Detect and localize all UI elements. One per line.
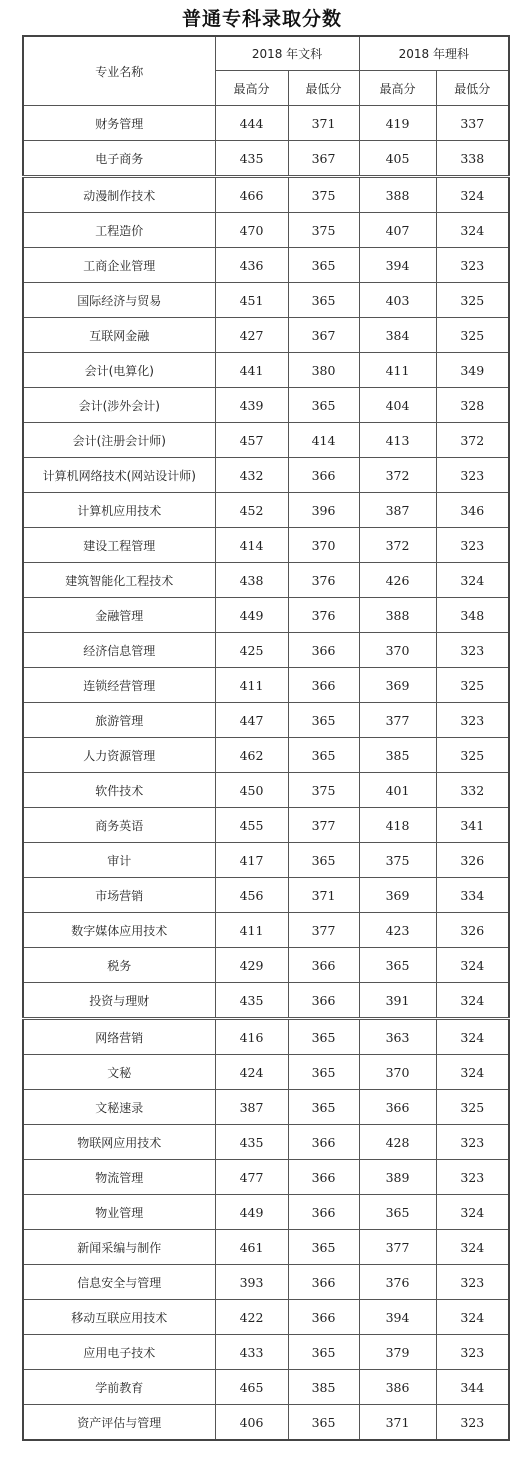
science-min-cell: 326 (436, 843, 509, 878)
major-name-cell: 工程造价 (23, 213, 215, 248)
arts-max-cell: 470 (215, 213, 288, 248)
major-name-cell: 文秘速录 (23, 1090, 215, 1125)
major-name-cell: 会计(电算化) (23, 353, 215, 388)
science-min-cell: 324 (436, 1055, 509, 1090)
science-min-cell: 323 (436, 1335, 509, 1370)
science-min-cell: 332 (436, 773, 509, 808)
table-row (23, 1300, 509, 1335)
science-max-cell: 405 (359, 141, 436, 177)
arts-min-cell: 365 (288, 1335, 359, 1370)
science-min-cell: 324 (436, 983, 509, 1019)
major-name-cell: 文秘 (23, 1055, 215, 1090)
science-max-cell: 370 (359, 1055, 436, 1090)
science-max-cell: 369 (359, 878, 436, 913)
science-max-cell: 365 (359, 948, 436, 983)
science-min-cell: 323 (436, 1160, 509, 1195)
arts-max-cell: 449 (215, 1195, 288, 1230)
science-min-cell: 324 (436, 177, 509, 213)
major-name-cell: 动漫制作技术 (23, 177, 215, 213)
table-group (23, 106, 509, 177)
table-row (23, 703, 509, 738)
science-max-cell: 366 (359, 1090, 436, 1125)
arts-min-cell: 370 (288, 528, 359, 563)
major-name-cell: 建筑智能化工程技术 (23, 563, 215, 598)
science-min-cell: 326 (436, 913, 509, 948)
table-row (23, 563, 509, 598)
major-name-cell: 物联网应用技术 (23, 1125, 215, 1160)
science-max-cell: 377 (359, 703, 436, 738)
table-row (23, 1055, 509, 1090)
science-max-cell: 376 (359, 1265, 436, 1300)
arts-min-cell: 366 (288, 1300, 359, 1335)
science-min-cell: 323 (436, 248, 509, 283)
arts-min-cell: 366 (288, 1125, 359, 1160)
science-min-cell: 325 (436, 318, 509, 353)
arts-max-cell: 411 (215, 668, 288, 703)
science-max-cell: 385 (359, 738, 436, 773)
arts-max-cell: 439 (215, 388, 288, 423)
table-row (23, 668, 509, 703)
science-max-cell: 384 (359, 318, 436, 353)
table-row (23, 1195, 509, 1230)
science-max-cell: 423 (359, 913, 436, 948)
science-max-cell: 403 (359, 283, 436, 318)
arts-max-cell: 457 (215, 423, 288, 458)
arts-max-cell: 417 (215, 843, 288, 878)
arts-max-cell: 450 (215, 773, 288, 808)
science-min-cell: 338 (436, 141, 509, 177)
arts-min-cell: 365 (288, 1055, 359, 1090)
arts-max-cell: 425 (215, 633, 288, 668)
science-min-cell: 324 (436, 1195, 509, 1230)
arts-max-cell: 436 (215, 248, 288, 283)
major-name-cell: 物流管理 (23, 1160, 215, 1195)
major-name-cell: 税务 (23, 948, 215, 983)
table-row (23, 141, 509, 177)
arts-max-cell: 452 (215, 493, 288, 528)
science-max-cell: 363 (359, 1019, 436, 1055)
science-max-cell: 371 (359, 1405, 436, 1441)
major-name-cell: 网络营销 (23, 1019, 215, 1055)
table-row (23, 598, 509, 633)
arts-min-cell: 366 (288, 983, 359, 1019)
major-name-cell: 财务管理 (23, 106, 215, 141)
science-min-cell: 324 (436, 1300, 509, 1335)
arts-min-cell: 371 (288, 106, 359, 141)
arts-max-cell: 466 (215, 177, 288, 213)
major-name-cell: 计算机网络技术(网站设计师) (23, 458, 215, 493)
science-max-cell: 388 (359, 177, 436, 213)
major-name-cell: 国际经济与贸易 (23, 283, 215, 318)
arts-max-cell: 427 (215, 318, 288, 353)
arts-max-cell: 432 (215, 458, 288, 493)
arts-min-cell: 366 (288, 1160, 359, 1195)
table-row (23, 493, 509, 528)
major-name-cell: 建设工程管理 (23, 528, 215, 563)
major-name-cell: 连锁经营管理 (23, 668, 215, 703)
science-min-cell: 372 (436, 423, 509, 458)
arts-max-cell: 455 (215, 808, 288, 843)
table-row (23, 1265, 509, 1300)
major-name-cell: 互联网金融 (23, 318, 215, 353)
science-min-cell: 337 (436, 106, 509, 141)
major-name-cell: 市场营销 (23, 878, 215, 913)
arts-max-cell: 424 (215, 1055, 288, 1090)
science-min-cell: 324 (436, 213, 509, 248)
science-max-cell: 404 (359, 388, 436, 423)
science-min-cell: 334 (436, 878, 509, 913)
arts-max-cell: 461 (215, 1230, 288, 1265)
arts-min-cell: 365 (288, 1405, 359, 1441)
arts-max-cell: 414 (215, 528, 288, 563)
major-name-cell: 工商企业管理 (23, 248, 215, 283)
science-max-cell: 375 (359, 843, 436, 878)
table-row (23, 1125, 509, 1160)
table-row (23, 738, 509, 773)
table-row (23, 458, 509, 493)
arts-max-cell: 433 (215, 1335, 288, 1370)
arts-min-cell: 376 (288, 563, 359, 598)
major-name-cell: 会计(涉外会计) (23, 388, 215, 423)
science-min-cell: 328 (436, 388, 509, 423)
table-row (23, 1335, 509, 1370)
table-row (23, 808, 509, 843)
science-max-cell: 370 (359, 633, 436, 668)
science-min-cell: 324 (436, 948, 509, 983)
major-name-cell: 物业管理 (23, 1195, 215, 1230)
table-row (23, 1370, 509, 1405)
arts-min-cell: 366 (288, 633, 359, 668)
major-name-cell: 软件技术 (23, 773, 215, 808)
header-science-min: 最低分 (436, 71, 509, 106)
table-row (23, 388, 509, 423)
arts-max-cell: 387 (215, 1090, 288, 1125)
arts-min-cell: 377 (288, 808, 359, 843)
header-arts-min: 最低分 (288, 71, 359, 106)
arts-min-cell: 365 (288, 703, 359, 738)
arts-max-cell: 449 (215, 598, 288, 633)
arts-min-cell: 367 (288, 318, 359, 353)
table-row (23, 983, 509, 1019)
science-min-cell: 324 (436, 1230, 509, 1265)
science-max-cell: 372 (359, 458, 436, 493)
table-row (23, 1019, 509, 1055)
science-min-cell: 348 (436, 598, 509, 633)
major-name-cell: 金融管理 (23, 598, 215, 633)
arts-min-cell: 385 (288, 1370, 359, 1405)
science-min-cell: 323 (436, 458, 509, 493)
arts-min-cell: 365 (288, 843, 359, 878)
table-group (23, 1019, 509, 1441)
arts-min-cell: 376 (288, 598, 359, 633)
arts-max-cell: 422 (215, 1300, 288, 1335)
header-group-arts: 2018 年文科 (215, 36, 359, 71)
score-table (22, 35, 510, 1441)
table-row (23, 1230, 509, 1265)
science-min-cell: 323 (436, 1405, 509, 1441)
table-row (23, 913, 509, 948)
major-name-cell: 审计 (23, 843, 215, 878)
arts-max-cell: 456 (215, 878, 288, 913)
arts-max-cell: 447 (215, 703, 288, 738)
science-min-cell: 323 (436, 633, 509, 668)
arts-max-cell: 393 (215, 1265, 288, 1300)
table-header (23, 36, 509, 106)
science-max-cell: 377 (359, 1230, 436, 1265)
arts-max-cell: 435 (215, 983, 288, 1019)
science-max-cell: 365 (359, 1195, 436, 1230)
table-row (23, 773, 509, 808)
science-min-cell: 325 (436, 668, 509, 703)
major-name-cell: 人力资源管理 (23, 738, 215, 773)
score-table-container (22, 35, 508, 1441)
table-group (23, 177, 509, 1019)
science-min-cell: 346 (436, 493, 509, 528)
arts-max-cell: 462 (215, 738, 288, 773)
table-row (23, 318, 509, 353)
major-name-cell: 新闻采编与制作 (23, 1230, 215, 1265)
science-max-cell: 401 (359, 773, 436, 808)
science-max-cell: 389 (359, 1160, 436, 1195)
science-min-cell: 325 (436, 1090, 509, 1125)
science-max-cell: 426 (359, 563, 436, 598)
arts-max-cell: 477 (215, 1160, 288, 1195)
table-row (23, 353, 509, 388)
table-row (23, 528, 509, 563)
science-min-cell: 324 (436, 563, 509, 598)
table-row (23, 213, 509, 248)
science-min-cell: 344 (436, 1370, 509, 1405)
table-row (23, 283, 509, 318)
table-row (23, 248, 509, 283)
table-row (23, 878, 509, 913)
arts-max-cell: 444 (215, 106, 288, 141)
science-max-cell: 369 (359, 668, 436, 703)
arts-min-cell: 366 (288, 948, 359, 983)
major-name-cell: 投资与理财 (23, 983, 215, 1019)
major-name-cell: 商务英语 (23, 808, 215, 843)
major-name-cell: 应用电子技术 (23, 1335, 215, 1370)
arts-min-cell: 365 (288, 738, 359, 773)
arts-max-cell: 406 (215, 1405, 288, 1441)
arts-min-cell: 366 (288, 668, 359, 703)
arts-max-cell: 438 (215, 563, 288, 598)
table-row (23, 423, 509, 458)
arts-max-cell: 441 (215, 353, 288, 388)
science-max-cell: 413 (359, 423, 436, 458)
science-max-cell: 388 (359, 598, 436, 633)
page-title: 普通专科录取分数 (181, 8, 342, 30)
arts-min-cell: 366 (288, 458, 359, 493)
arts-min-cell: 375 (288, 177, 359, 213)
arts-min-cell: 365 (288, 388, 359, 423)
major-name-cell: 学前教育 (23, 1370, 215, 1405)
table-row (23, 1160, 509, 1195)
science-min-cell: 349 (436, 353, 509, 388)
header-arts-max: 最高分 (215, 71, 288, 106)
arts-max-cell: 416 (215, 1019, 288, 1055)
science-max-cell: 394 (359, 1300, 436, 1335)
arts-min-cell: 371 (288, 878, 359, 913)
science-max-cell: 418 (359, 808, 436, 843)
science-max-cell: 419 (359, 106, 436, 141)
major-name-cell: 数字媒体应用技术 (23, 913, 215, 948)
arts-max-cell: 435 (215, 141, 288, 177)
major-name-cell: 电子商务 (23, 141, 215, 177)
table-row (23, 1405, 509, 1441)
science-max-cell: 372 (359, 528, 436, 563)
arts-max-cell: 465 (215, 1370, 288, 1405)
header-major: 专业名称 (23, 36, 215, 106)
arts-min-cell: 414 (288, 423, 359, 458)
arts-max-cell: 451 (215, 283, 288, 318)
table-row (23, 633, 509, 668)
science-max-cell: 386 (359, 1370, 436, 1405)
science-min-cell: 341 (436, 808, 509, 843)
arts-min-cell: 380 (288, 353, 359, 388)
science-max-cell: 407 (359, 213, 436, 248)
arts-min-cell: 366 (288, 1265, 359, 1300)
science-max-cell: 379 (359, 1335, 436, 1370)
arts-min-cell: 365 (288, 1230, 359, 1265)
arts-min-cell: 365 (288, 1090, 359, 1125)
major-name-cell: 信息安全与管理 (23, 1265, 215, 1300)
science-min-cell: 325 (436, 738, 509, 773)
major-name-cell: 资产评估与管理 (23, 1405, 215, 1441)
science-min-cell: 324 (436, 1019, 509, 1055)
arts-min-cell: 375 (288, 213, 359, 248)
major-name-cell: 计算机应用技术 (23, 493, 215, 528)
science-max-cell: 428 (359, 1125, 436, 1160)
table-row (23, 843, 509, 878)
table-row (23, 106, 509, 141)
arts-min-cell: 366 (288, 1195, 359, 1230)
table-row (23, 177, 509, 213)
science-min-cell: 325 (436, 283, 509, 318)
science-min-cell: 323 (436, 1265, 509, 1300)
arts-min-cell: 365 (288, 283, 359, 318)
arts-max-cell: 435 (215, 1125, 288, 1160)
arts-min-cell: 396 (288, 493, 359, 528)
science-max-cell: 387 (359, 493, 436, 528)
science-max-cell: 391 (359, 983, 436, 1019)
major-name-cell: 经济信息管理 (23, 633, 215, 668)
table-row (23, 1090, 509, 1125)
major-name-cell: 移动互联应用技术 (23, 1300, 215, 1335)
arts-min-cell: 375 (288, 773, 359, 808)
table-row (23, 948, 509, 983)
major-name-cell: 会计(注册会计师) (23, 423, 215, 458)
header-science-max: 最高分 (359, 71, 436, 106)
arts-max-cell: 411 (215, 913, 288, 948)
science-max-cell: 411 (359, 353, 436, 388)
arts-min-cell: 367 (288, 141, 359, 177)
science-min-cell: 323 (436, 528, 509, 563)
science-max-cell: 394 (359, 248, 436, 283)
arts-min-cell: 365 (288, 1019, 359, 1055)
arts-min-cell: 377 (288, 913, 359, 948)
science-min-cell: 323 (436, 1125, 509, 1160)
header-group-science: 2018 年理科 (359, 36, 509, 71)
science-min-cell: 323 (436, 703, 509, 738)
arts-max-cell: 429 (215, 948, 288, 983)
arts-min-cell: 365 (288, 248, 359, 283)
major-name-cell: 旅游管理 (23, 703, 215, 738)
